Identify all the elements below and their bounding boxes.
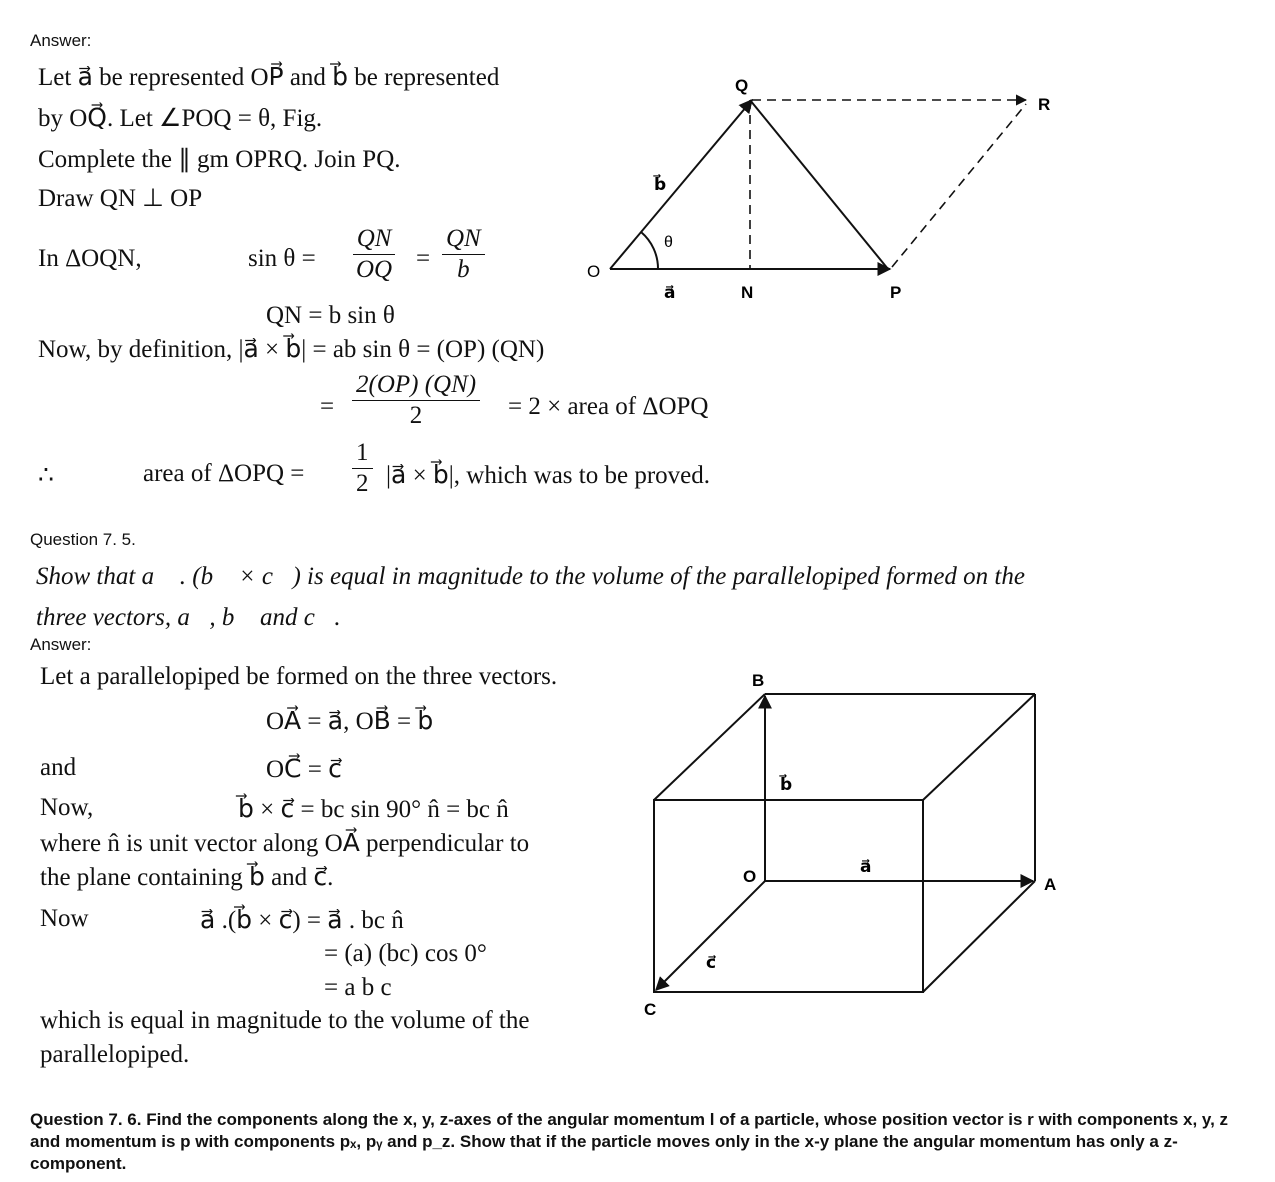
fraction-denominator: OQ: [356, 256, 393, 284]
vector-c-label: c⃗: [706, 953, 717, 972]
equals-sign: =: [320, 393, 335, 420]
proved-statement: |a⃗ × b⃗|, which was to be proved.: [386, 462, 710, 489]
answer1-line3: Complete the ∥ gm OPRQ. Join PQ.: [38, 146, 401, 173]
fraction-numerator: 1: [352, 440, 373, 469]
vector-oc: [656, 881, 765, 990]
point-a-label: A: [1044, 875, 1057, 894]
qn-equation: QN = b sin θ: [266, 302, 395, 329]
point-n-label: N: [741, 283, 754, 302]
answer2-line7: a⃗ .(b⃗ × c⃗) = a⃗ . bc n̂: [200, 907, 404, 934]
answer2-line4: b⃗ × c⃗ = bc sin 90° n̂ = bc n̂: [238, 796, 509, 823]
in-triangle-label: In ΔOQN,: [38, 245, 142, 272]
answer2-line3: OC⃗ = c⃗: [266, 756, 342, 783]
answer2-line10: which is equal in magnitude to the volume of the: [40, 1007, 530, 1034]
fraction-denominator: 2: [356, 470, 369, 498]
parallelogram-diagram: [580, 70, 1060, 310]
point-o-label: O: [587, 262, 601, 281]
theta-label: θ: [664, 234, 673, 251]
fraction-2opqn: [352, 372, 480, 430]
line-qp: [750, 100, 888, 269]
question-5-line2: three vectors, a⃗, b⃗ and c⃗.: [36, 604, 341, 631]
point-r-label: R: [1038, 95, 1051, 114]
now-label: Now,: [40, 794, 94, 821]
question-6-text: Question 7. 6. Find the components along the x, y, z-axes of the angular momentum l of a particle, whose position vector is r with components x, y, z and momentum is p with components pₓ, pᵧ and p_z. Show that if the particle moves only in the x-y plane the angular momentum has only a z- component.: [30, 1110, 1229, 1173]
fraction-numerator: QN: [353, 226, 396, 255]
fraction-denominator: b: [457, 256, 470, 284]
edge: [923, 694, 1035, 800]
answer1-line1: Let a⃗ be represented OP⃗ and b⃗ be represented: [38, 64, 500, 91]
answer1-line2: by OQ⃗. Let ∠POQ = θ, Fig.: [38, 105, 323, 132]
answer2-line8: = (a) (bc) cos 0°: [324, 940, 487, 967]
vector-b-label: b⃗: [654, 175, 667, 194]
answer2-line11: parallelopiped.: [40, 1041, 190, 1068]
question-5-line1: Show that a⃗ . (b⃗ × c⃗) is equal in magnitude to the volume of the parallelopiped formed on the: [36, 563, 1025, 590]
answer-label: Answer:: [30, 635, 92, 654]
fraction-qn-b: [442, 226, 485, 284]
point-b-label: B: [752, 671, 765, 690]
point-p-label: P: [890, 283, 902, 302]
equals-sign: =: [416, 245, 431, 272]
sin-theta-label: sin θ =: [248, 245, 316, 272]
point-o-label: O: [743, 867, 757, 886]
fraction-numerator: 2(OP) (QN): [352, 372, 480, 401]
area-opq-label: area of ΔOPQ =: [143, 460, 305, 487]
parallelopiped-diagram: [630, 660, 1070, 1030]
fraction-denominator: 2: [409, 402, 423, 430]
point-q-label: Q: [735, 76, 749, 95]
fraction-half: [352, 440, 373, 498]
answer-label: Answer:: [30, 31, 92, 50]
angle-arc: [641, 232, 658, 269]
front-face: [654, 800, 923, 992]
vector-a-label: a⃗: [664, 283, 676, 302]
area-equation: = 2 × area of ΔOPQ: [508, 393, 709, 420]
question-5-label: Question 7. 5.: [30, 530, 136, 549]
vector-b-label: b⃗: [780, 775, 793, 794]
answer2-line5: where n̂ is unit vector along OA⃗ perpendicular to: [40, 830, 530, 857]
answer2-line9: = a b c: [324, 974, 392, 1001]
fraction-numerator: QN: [442, 226, 485, 255]
now-label: Now: [40, 905, 89, 932]
cross-product-definition: Now, by definition, |a⃗ × b⃗| = ab sin θ = (OP) (QN): [38, 336, 545, 363]
answer2-line1: Let a parallelopiped be formed on the three vectors.: [40, 663, 558, 690]
line-pr: [892, 104, 1026, 267]
fraction-qn-oq: [352, 226, 396, 284]
vector-oq: [610, 100, 752, 269]
edge: [923, 881, 1035, 992]
answer2-line6: the plane containing b⃗ and c⃗.: [40, 864, 334, 891]
edge: [654, 694, 765, 800]
answer1-line4: Draw QN ⊥ OP: [38, 185, 203, 212]
vector-a-label: a⃗: [860, 857, 872, 876]
therefore-symbol: ∴: [38, 462, 54, 489]
answer2-line2: OA⃗ = a⃗, OB⃗ = b⃗: [266, 708, 434, 735]
and-label: and: [40, 754, 77, 781]
point-c-label: C: [644, 1000, 657, 1019]
